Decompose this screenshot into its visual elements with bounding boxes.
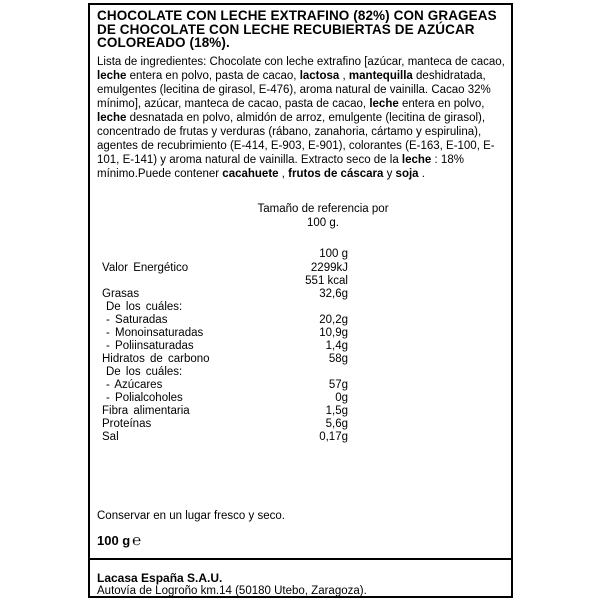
product-title: CHOCOLATE CON LECHE EXTRAFINO (82%) CON GRAGEAS DE CHOCOLATE CON LECHE RECUBIERTAS DE AZÚCAR COLOREADO (18%). [97,8,497,50]
nutrition-row [90,262,348,275]
nutrition-row-value: 0g [335,392,348,404]
nutrition-row-value: 551 kcal [305,275,348,287]
nutrition-row [90,353,348,366]
nutrition-row-value: 1,5g [325,405,348,417]
nutrition-row-label: Hidratos de carbono [102,353,210,365]
footer-divider [90,558,511,560]
nutrition-row-value: 2299kJ [310,262,348,274]
nutrition-row-value: 58g [328,353,348,365]
nutrition-row-value: 0,17g [319,431,348,443]
net-weight [97,532,141,549]
nutrition-row-label [90,275,305,288]
ingredients-paragraph: Lista de ingredientes: Chocolate con leche extrafino [azúcar, manteca de cacao, leche entera en polvo, pasta de cacao, lactosa , mantequilla deshidratada, emulgentes (lecitina de girasol, E-476), aroma natural de vainilla. Cacao 32% mínimo], azúcar, manteca de cacao, pasta de cacao, leche entera en polvo, leche desnatada en polvo, almidón de arroz, emulgente (lecitina de girasol), concentrado de frutas y verduras (rábano, zanahoria, cártamo y espirulina), agentes de recubrimiento (E-414, E-903, E-901), colorantes (E-163, E-100, E-101, E-141) y aroma natural de vainilla. Extracto seco de la leche : 18% mínimo.Puede contener cacahuete , frutos de cáscara y soja . [97,56,505,180]
manufacturer-address: Autovía de Logroño km.14 (50180 Utebo, Zaragoza). [97,585,367,597]
reference-size-line2: 100 g. [307,217,339,229]
nutrition-row-label: Proteínas [102,418,152,430]
manufacturer-name: Lacasa España S.A.U. [97,571,223,585]
nutrition-row-label: - Azúcares [106,379,163,391]
nutrition-row [90,405,348,418]
nutrition-row-label: - Poliinsaturadas [106,340,194,352]
nutrition-row-label: Valor Energético [102,262,189,274]
nutrition-row-value: 20,2g [319,314,348,326]
nutrition-row-label: De los cuáles: [106,366,183,378]
nutrition-row-label: Fibra alimentaria [102,405,190,417]
nutrition-row [90,340,348,353]
nutrition-row-value: 5,6g [325,418,348,430]
nutrition-row [90,431,348,444]
estimated-sign-icon: ℮ [132,532,142,549]
nutrition-table [90,262,348,444]
nutrition-row-label: De los cuáles: [106,301,183,313]
nutrition-row [90,366,348,379]
net-weight-value: 100 g [97,533,131,548]
nutrition-row [90,314,348,327]
nutrition-row-label: - Monoinsaturadas [106,327,204,339]
storage-instructions: Conservar en un lugar fresco y seco. [97,510,285,522]
nutrition-row [90,327,348,340]
nutrition-row-label: Grasas [102,288,140,300]
nutrition-row-value: 57g [328,379,348,391]
reference-size-block [223,202,423,230]
nutrition-row-label: - Polialcoholes [106,392,183,404]
nutrition-column-header: 100 g [319,248,348,260]
nutrition-row [90,288,348,301]
nutrition-row-value: 32,6g [319,288,348,300]
nutrition-row [90,301,348,314]
nutrition-row [90,392,348,405]
nutrition-row [90,379,348,392]
nutrition-row-value: 1,4g [325,340,348,352]
nutrition-row [90,418,348,431]
product-label-box [88,3,513,598]
reference-size-line1: Tamaño de referencia por [257,203,389,215]
nutrition-row-value: 10,9g [319,327,348,339]
nutrition-row-label: - Saturadas [106,314,168,326]
nutrition-row [90,275,348,288]
nutrition-row-label: Sal [102,431,119,443]
